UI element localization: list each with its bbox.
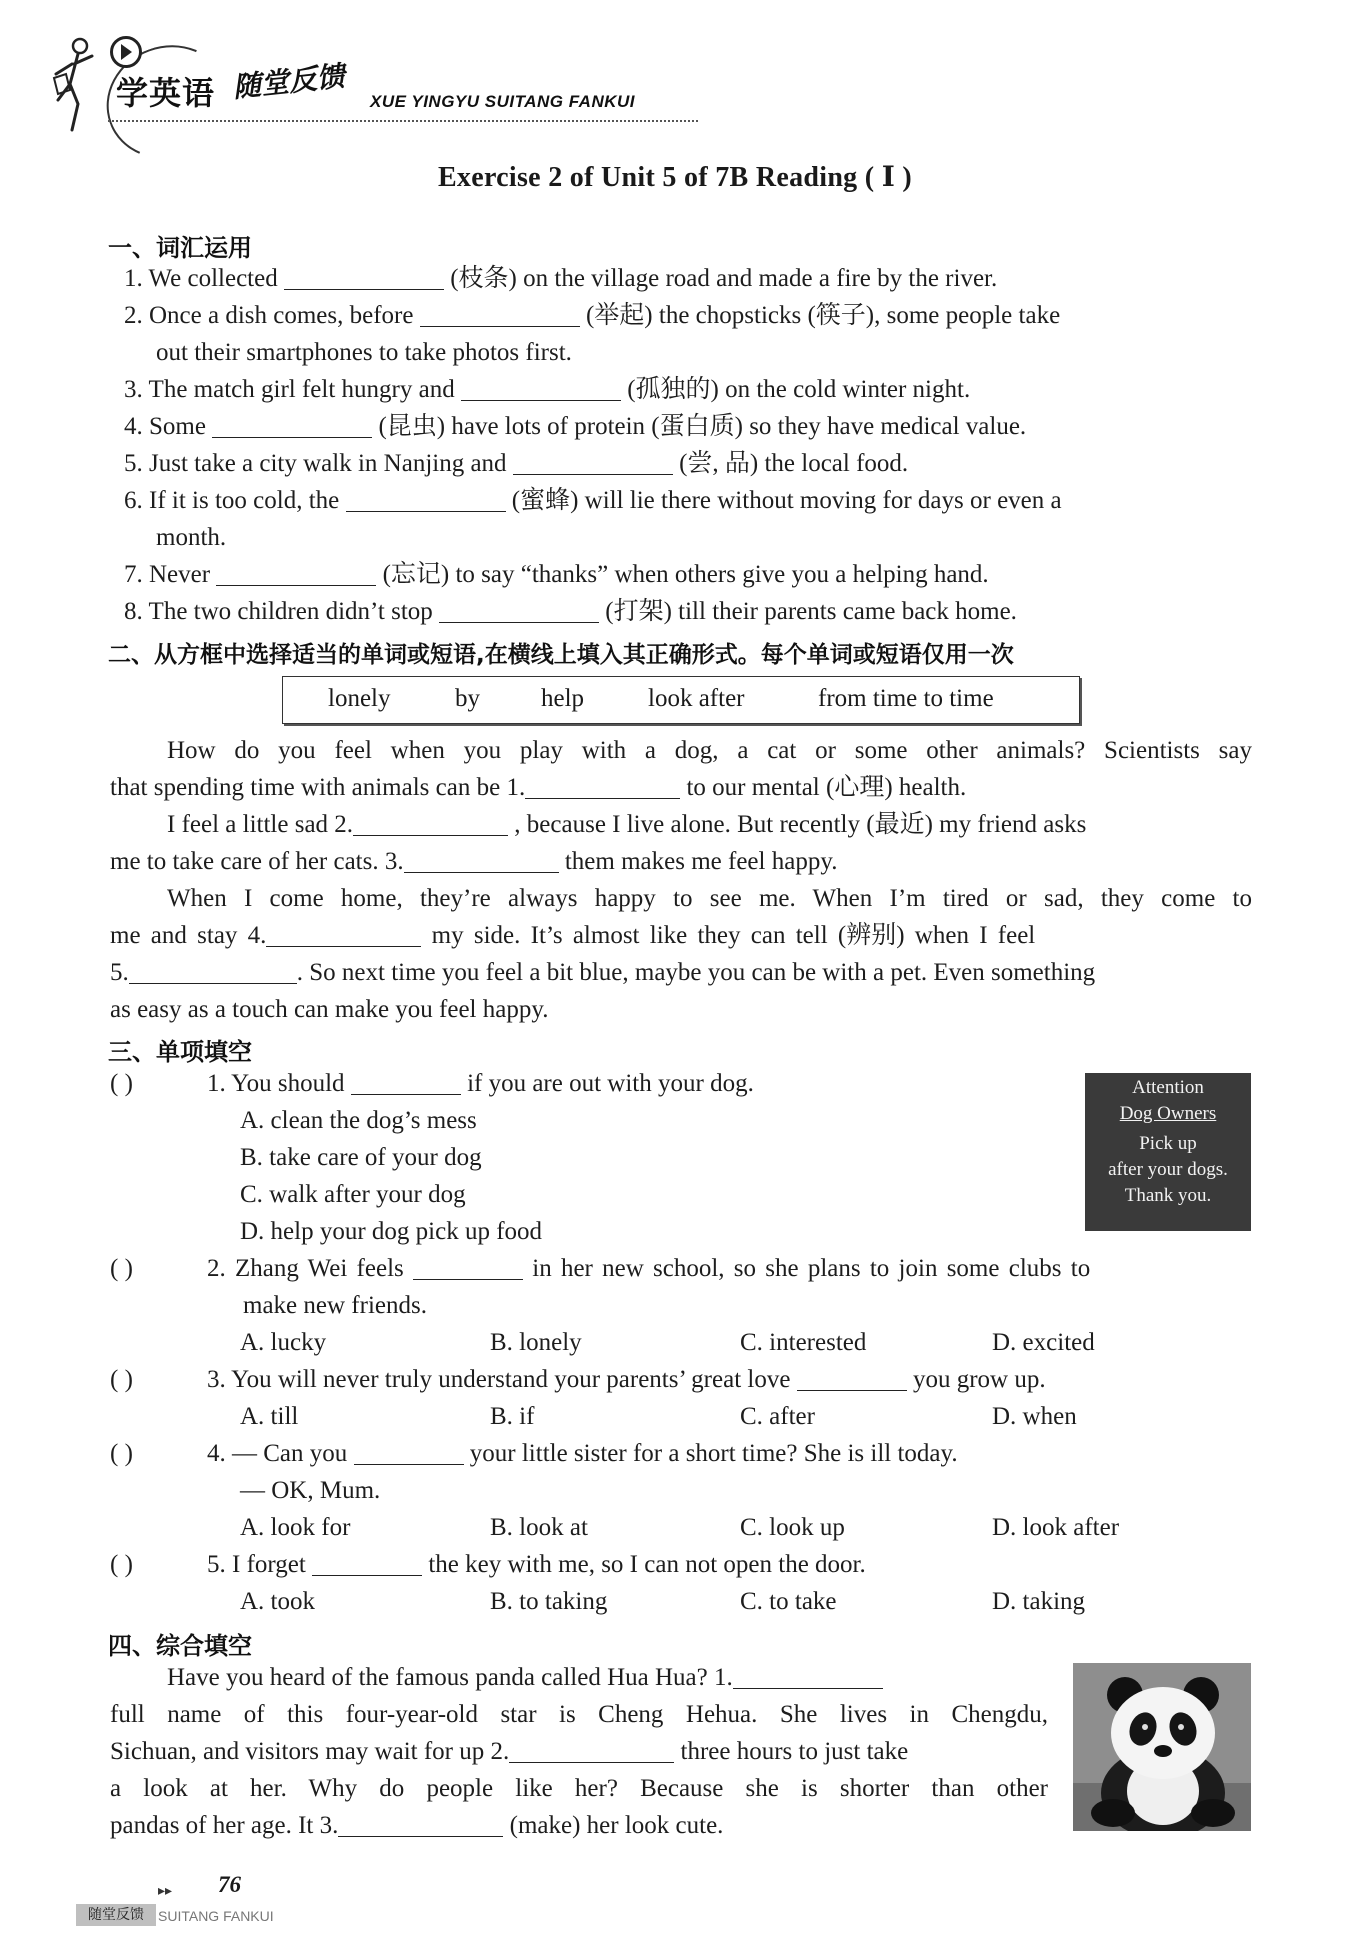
vocab-q6-blank[interactable] — [346, 487, 506, 512]
vocab-q7-blank[interactable] — [216, 561, 376, 586]
passage-text: to our mental (心理) health. — [686, 774, 967, 801]
vocab-q2-hint: (举起) the chopsticks (筷子), some people take — [585, 302, 1061, 329]
word-box — [282, 676, 1080, 724]
answer-paren[interactable]: ( ) — [110, 1440, 133, 1467]
mc-text: you grow up. — [912, 1366, 1046, 1393]
page-title: Exercise 2 of Unit 5 of 7B Reading ( Ⅰ ) — [437, 162, 913, 193]
blank-number: 5. — [110, 959, 129, 986]
passage-line — [110, 773, 966, 803]
blank-number: 4. — [247, 922, 267, 949]
mc-q1-blank — [351, 1070, 461, 1095]
answer-paren[interactable]: ( ) — [110, 1366, 133, 1393]
mc-q4-blank — [354, 1440, 464, 1465]
cloze-blank-3[interactable] — [338, 1812, 503, 1837]
passage-line — [167, 810, 1252, 840]
header-logo — [48, 28, 668, 133]
cloze-text: Sichuan, and visitors may wait for up — [110, 1738, 485, 1765]
mc-q5-option-c[interactable]: C. to take — [740, 1588, 837, 1615]
mc-q5-option-d[interactable]: D. taking — [992, 1588, 1086, 1615]
header-divider — [108, 120, 698, 122]
mc-q2-stem-cont: make new friends. — [243, 1292, 427, 1319]
vocab-q3-hint: (孤独的) on the cold winter night. — [627, 376, 971, 403]
mc-text: the key with me, so I can not open the door. — [428, 1551, 866, 1578]
cloze-line: full name of this four-year-old star is Cheng Hehua. She lives in Chengdu, — [110, 1701, 1048, 1728]
mc-q5-option-a[interactable]: A. took — [240, 1588, 315, 1615]
vocab-q5-text: 5. Just take a city walk in Nanjing and — [124, 450, 507, 477]
panda-photo — [1073, 1663, 1251, 1831]
passage-text: , because I live alone. But recently (最近) my friend asks — [514, 811, 1087, 838]
mc-text: 4. — Can you — [207, 1440, 348, 1467]
vocab-q4-blank[interactable] — [212, 413, 372, 438]
passage-line — [110, 958, 1095, 988]
sign-line: Pick up — [1139, 1133, 1197, 1154]
vocab-q7-hint: (忘记) to say “thanks” when others give you a helping hand. — [382, 561, 989, 588]
mc-q2-option-c[interactable]: C. interested — [740, 1329, 867, 1356]
mc-q3-option-c[interactable]: C. after — [740, 1403, 815, 1430]
mc-q5-blank — [312, 1551, 422, 1576]
panda-illustration-icon — [1073, 1663, 1251, 1831]
section4-heading: 四、综合填空 — [108, 1632, 252, 1660]
vocab-q6-text: 6. If it is too cold, the — [124, 487, 340, 514]
blank-number: 2. — [490, 1738, 510, 1765]
vocab-q2-text: 2. Once a dish comes, before — [124, 302, 414, 329]
blank-number: 1. — [714, 1664, 733, 1691]
mc-q1-option-d[interactable]: D. help your dog pick up food — [240, 1218, 543, 1245]
vocab-q3-text: 3. The match girl felt hungry and — [124, 376, 455, 403]
vocab-q5 — [124, 449, 908, 479]
mc-q3-option-d[interactable]: D. when — [992, 1403, 1077, 1430]
mc-q2-option-a[interactable]: A. lucky — [240, 1329, 327, 1356]
mc-q1-option-c[interactable]: C. walk after your dog — [240, 1181, 466, 1208]
mc-q2-option-b[interactable]: B. lonely — [490, 1329, 582, 1356]
page-number: 76 — [218, 1872, 241, 1897]
mc-text: in her new school, so she plans to join some clubs to — [532, 1255, 1091, 1282]
word-option: from time to time — [818, 685, 994, 712]
mc-q3-option-b[interactable]: B. if — [490, 1403, 535, 1430]
blank-number: 3. — [384, 848, 404, 875]
mc-q5-stem — [207, 1550, 866, 1580]
mc-q4-response: — OK, Mum. — [240, 1477, 381, 1504]
passage-text: me to take care of her cats. — [110, 848, 379, 875]
mc-q3-blank — [797, 1366, 907, 1391]
cloze-text: three hours to just take — [680, 1738, 909, 1765]
vocab-q3 — [124, 375, 970, 405]
vocab-q2-blank[interactable] — [420, 302, 580, 327]
passage-line — [110, 847, 837, 877]
vocab-q2 — [124, 301, 1060, 331]
dog-owners-sign — [1085, 1073, 1251, 1231]
passage-text: my side. It’s almost like they can tell (辨别) when I feel — [431, 922, 1036, 949]
word-option: by — [455, 685, 480, 712]
passage-blank-3[interactable] — [404, 848, 559, 873]
cloze-blank-1[interactable] — [733, 1664, 883, 1689]
mc-q1-option-a[interactable]: A. clean the dog’s mess — [240, 1107, 477, 1134]
mc-q3-stem — [207, 1365, 1046, 1395]
sign-line: after your dogs. — [1108, 1159, 1228, 1180]
passage-line: as easy as a touch can make you feel happy. — [110, 996, 549, 1023]
vocab-q1-text: 1. We collected — [124, 265, 278, 292]
mc-q4-option-a[interactable]: A. look for — [240, 1514, 351, 1541]
passage-blank-4[interactable] — [266, 922, 421, 947]
cloze-text: (make) her look cute. — [509, 1812, 724, 1839]
brand-title: 学英语 — [116, 74, 216, 112]
blank-number: 3. — [319, 1812, 339, 1839]
cloze-blank-2[interactable] — [509, 1738, 674, 1763]
vocab-q7 — [124, 560, 989, 590]
vocab-q4-text: 4. Some — [124, 413, 206, 440]
sign-line: Attention — [1132, 1077, 1204, 1098]
mc-q4-option-c[interactable]: C. look up — [740, 1514, 845, 1541]
answer-paren[interactable]: ( ) — [110, 1070, 133, 1097]
passage-line: When I come home, they’re always happy to see me. When I’m tired or sad, they come to — [167, 885, 1252, 912]
word-option: help — [541, 685, 585, 712]
mc-text: if you are out with your dog. — [467, 1070, 754, 1097]
cloze-text: Have you heard of the famous panda called Hua Hua? — [167, 1664, 708, 1691]
mc-q1-option-b[interactable]: B. take care of your dog — [240, 1144, 482, 1171]
sign-line: Thank you. — [1124, 1185, 1212, 1206]
vocab-q1-hint: (枝条) on the village road and made a fire by the river. — [450, 265, 998, 292]
brand-subtitle: 随堂反馈 — [231, 59, 347, 104]
brand-pinyin: XUE YINGYU SUITANG FANKUI — [370, 92, 636, 111]
word-option: lonely — [328, 685, 391, 712]
vocab-q6-cont: month. — [156, 524, 227, 551]
mc-q1-stem — [207, 1069, 754, 1099]
reader-figure-icon — [48, 34, 108, 132]
mc-q2-option-d[interactable]: D. excited — [992, 1329, 1095, 1356]
vocab-q3-blank[interactable] — [461, 376, 621, 401]
mc-text: 1. You should — [207, 1070, 345, 1097]
passage-blank-5[interactable] — [129, 959, 297, 984]
mc-text: 5. I forget — [207, 1551, 306, 1578]
vocab-q8-hint: (打架) till their parents came back home. — [605, 598, 1017, 625]
passage-blank-1[interactable] — [525, 774, 680, 799]
mc-q2-stem — [207, 1254, 1252, 1284]
footer-label: SUITANG FANKUI — [158, 1908, 274, 1924]
vocab-q8 — [124, 597, 1017, 627]
mc-text: 3. You will never truly understand your parents’ great love — [207, 1366, 791, 1393]
vocab-q6 — [124, 486, 1062, 516]
passage-line: How do you feel when you play with a dog, a cat or some other animals? Scientists say — [167, 737, 1252, 764]
blank-number: 2. — [334, 811, 354, 838]
vocab-q2-cont: out their smartphones to take photos first. — [156, 339, 572, 366]
section1-heading: 一、词汇运用 — [108, 234, 252, 262]
mc-q2-blank — [413, 1255, 523, 1280]
cloze-line — [110, 1811, 723, 1841]
play-icon — [110, 36, 142, 68]
section2-heading: 二、从方框中选择适当的单词或短语,在横线上填入其正确形式。每个单词或短语仅用一次 — [108, 642, 1014, 668]
mc-q3-option-a[interactable]: A. till — [240, 1403, 299, 1430]
vocab-q6-hint: (蜜蜂) will lie there without moving for days or even a — [511, 487, 1062, 514]
mc-text: 2. Zhang Wei feels — [207, 1255, 404, 1282]
vocab-q7-text: 7. Never — [124, 561, 211, 588]
double-arrow-icon: ▸▸ — [158, 1883, 173, 1899]
passage-text: . So next time you feel a bit blue, maybe you can be with a pet. Even something — [296, 959, 1096, 986]
mc-q4-stem — [207, 1439, 958, 1469]
answer-paren[interactable]: ( ) — [110, 1551, 133, 1578]
mc-text: your little sister for a short time? She is ill today. — [469, 1440, 958, 1467]
cloze-line — [167, 1663, 883, 1693]
vocab-q5-hint: (尝, 品) the local food. — [679, 450, 909, 477]
passage-text: me and stay — [110, 922, 238, 949]
passage-text: I feel a little sad — [167, 811, 329, 838]
footer-badge: 随堂反馈 — [76, 1904, 156, 1926]
vocab-q1-blank[interactable] — [284, 265, 444, 290]
mc-q4-option-d[interactable]: D. look after — [992, 1514, 1120, 1541]
cloze-text: pandas of her age. It — [110, 1812, 314, 1839]
answer-paren[interactable]: ( ) — [110, 1255, 133, 1282]
section3-heading: 三、单项填空 — [108, 1038, 252, 1066]
vocab-q4-hint: (昆虫) have lots of protein (蛋白质) so they have medical value. — [378, 413, 1027, 440]
blank-number: 1. — [506, 774, 526, 801]
vocab-q8-blank[interactable] — [439, 598, 599, 623]
word-option: look after — [648, 685, 745, 712]
vocab-q8-text: 8. The two children didn’t stop — [124, 598, 433, 625]
cloze-line — [110, 1737, 1048, 1767]
vocab-q4 — [124, 412, 1026, 442]
mc-q4-option-b[interactable]: B. look at — [490, 1514, 588, 1541]
cloze-line: a look at her. Why do people like her? Because she is shorter than other — [110, 1775, 1048, 1802]
passage-text: that spending time with animals can be — [110, 774, 501, 801]
vocab-q5-blank[interactable] — [513, 450, 673, 475]
passage-text: them makes me feel happy. — [564, 848, 838, 875]
passage-line — [110, 921, 1252, 951]
passage-blank-2[interactable] — [353, 811, 508, 836]
mc-q5-option-b[interactable]: B. to taking — [490, 1588, 608, 1615]
sign-line: Dog Owners — [1119, 1103, 1217, 1124]
vocab-q1 — [124, 264, 997, 294]
